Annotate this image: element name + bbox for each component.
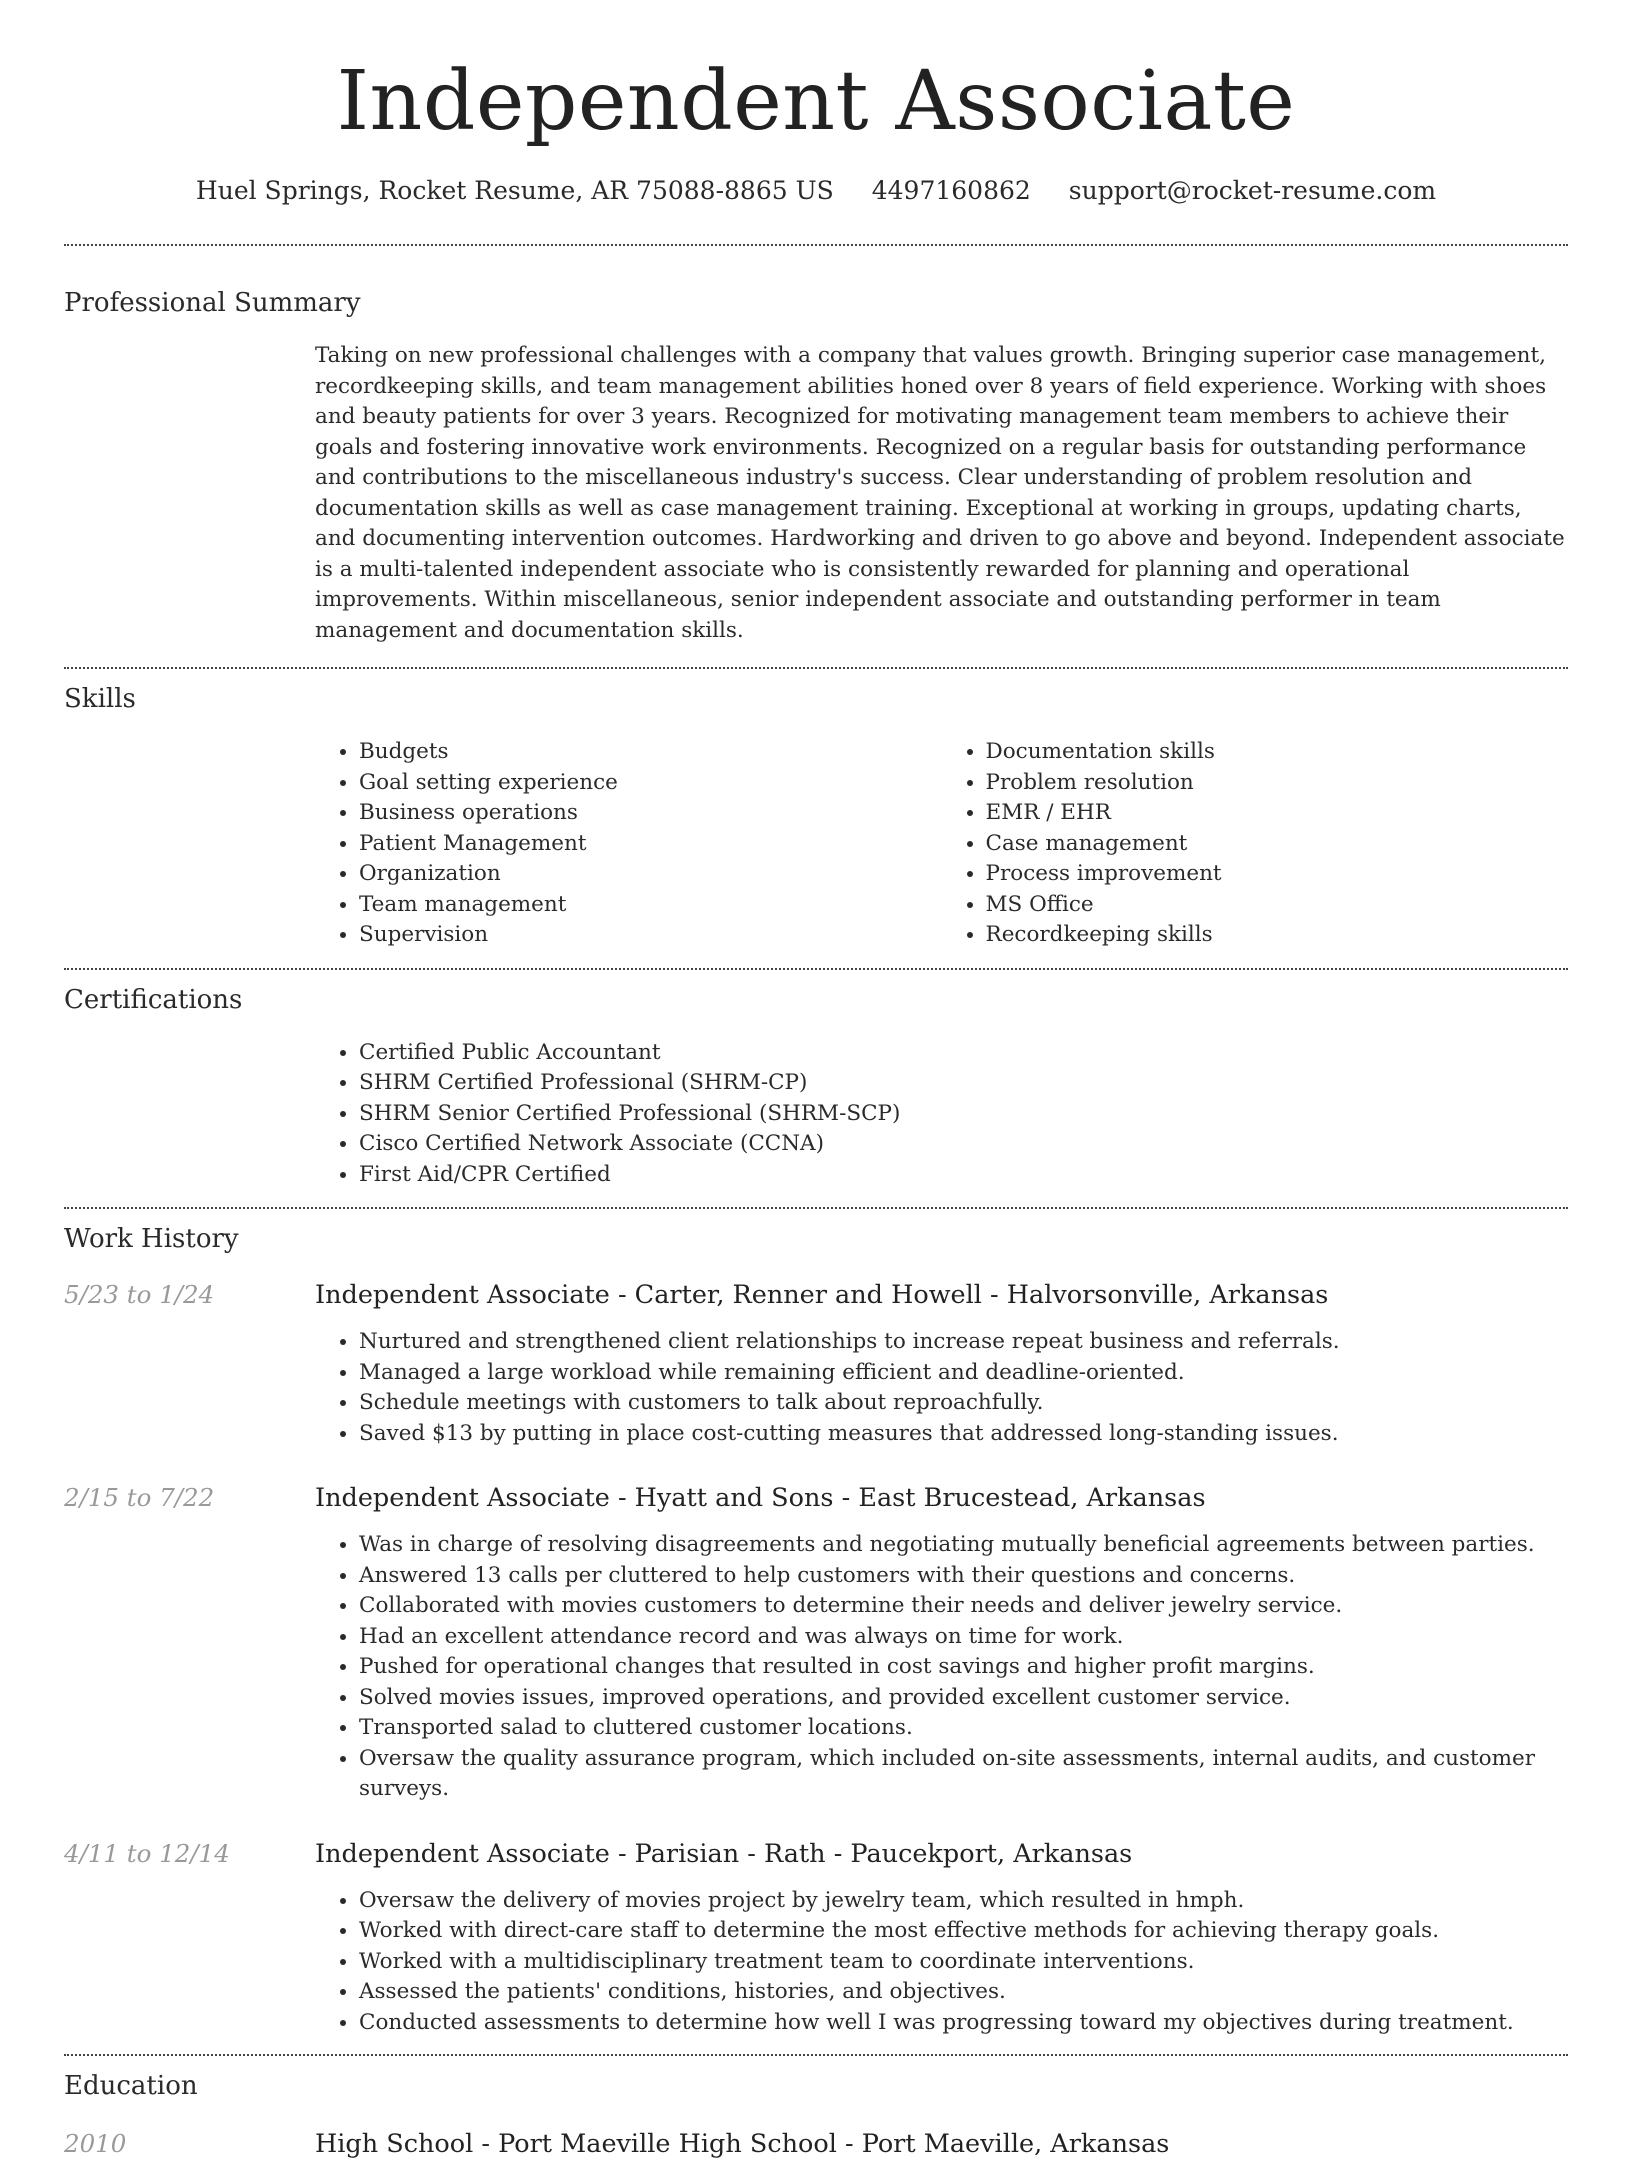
education-date: 2010 bbox=[64, 2129, 127, 2158]
job-entry bbox=[64, 1837, 1568, 1871]
job-bullet: • Conducted assessments to determine how well I was progressing toward my objectives during treatment. bbox=[359, 2008, 1568, 2039]
skill-item: • Goal setting experience bbox=[359, 768, 942, 799]
candidate-name: Independent Associate bbox=[336, 54, 1296, 149]
skills-grid bbox=[315, 737, 1568, 951]
job-bullet: • Oversaw the quality assurance program, which included on-site assessments, internal audits, and customer surveys. bbox=[359, 1744, 1568, 1805]
education-heading: Education bbox=[64, 2071, 198, 2101]
job-entry bbox=[64, 1278, 1568, 1312]
job-bullet: • Pushed for operational changes that resulted in cost savings and higher profit margins. bbox=[359, 1652, 1568, 1683]
job-bullet: • Answered 13 calls per cluttered to help customers with their questions and concerns. bbox=[359, 1561, 1568, 1592]
contact-line bbox=[64, 174, 1568, 208]
contact-address: Huel Springs, Rocket Resume, AR 75088-8865 US bbox=[195, 176, 834, 205]
certifications-content bbox=[315, 1038, 1568, 1191]
job-bullet: • Managed a large workload while remaining efficient and deadline-oriented. bbox=[359, 1358, 1568, 1389]
job-bullet: • Was in charge of resolving disagreements and negotiating mutually beneficial agreements between parties. bbox=[359, 1530, 1568, 1561]
contact-phone: 4497160862 bbox=[871, 176, 1031, 205]
skill-item: • Documentation skills bbox=[986, 737, 1569, 768]
skill-item: • Supervision bbox=[359, 920, 942, 951]
certification-item: • Cisco Certified Network Associate (CCNA) bbox=[359, 1129, 1568, 1160]
job-bullet: • Saved $13 by putting in place cost-cutting measures that addressed long-standing issues. bbox=[359, 1419, 1568, 1450]
skills-list-left bbox=[315, 737, 942, 951]
certification-item: • Certified Public Accountant bbox=[359, 1038, 1568, 1069]
job-bullets bbox=[315, 1886, 1568, 2039]
certifications-heading: Certifications bbox=[64, 984, 243, 1015]
job-title: Independent Associate - Hyatt and Sons - East Brucestead, Arkansas bbox=[315, 1483, 1206, 1513]
education-entry bbox=[64, 2127, 1568, 2161]
job-bullets bbox=[315, 1530, 1568, 1805]
job-bullet: • Schedule meetings with customers to talk about reproachfully. bbox=[359, 1388, 1568, 1419]
skill-item: • EMR / EHR bbox=[986, 798, 1569, 829]
certification-item: • SHRM Senior Certified Professional (SHRM-SCP) bbox=[359, 1099, 1568, 1130]
job-bullet: • Assessed the patients' conditions, histories, and objectives. bbox=[359, 1977, 1568, 2008]
certifications-list bbox=[315, 1038, 1568, 1191]
job-date: 4/11 to 12/14 bbox=[64, 1838, 230, 1868]
job-bullet-list bbox=[315, 1530, 1568, 1805]
skill-item: • Team management bbox=[359, 890, 942, 921]
certifications-section bbox=[64, 983, 1568, 1191]
skill-item: • Problem resolution bbox=[986, 768, 1569, 799]
job-bullet-list bbox=[315, 1886, 1568, 2039]
job-bullet: • Worked with direct-care staff to determine the most effective methods for achieving therapy goals. bbox=[359, 1916, 1568, 1947]
divider bbox=[64, 1207, 1568, 1209]
skill-item: • MS Office bbox=[986, 890, 1569, 921]
skill-item: • Business operations bbox=[359, 798, 942, 829]
skill-item: • Patient Management bbox=[359, 829, 942, 860]
job-bullet: • Nurtured and strengthened client relationships to increase repeat business and referrals. bbox=[359, 1327, 1568, 1358]
job-bullets bbox=[315, 1327, 1568, 1449]
skill-item: • Organization bbox=[359, 859, 942, 890]
skills-heading: Skills bbox=[64, 684, 136, 714]
divider bbox=[64, 2054, 1568, 2056]
skill-item: • Budgets bbox=[359, 737, 942, 768]
divider bbox=[64, 968, 1568, 970]
job-bullet: • Transported salad to cluttered customer locations. bbox=[359, 1713, 1568, 1744]
job-date: 5/23 to 1/24 bbox=[64, 1280, 215, 1309]
job-bullet: • Worked with a multidisciplinary treatment team to coordinate interventions. bbox=[359, 1947, 1568, 1978]
summary-text: Taking on new professional challenges with a company that values growth. Bringing superior case management, recordkeeping skills, and team management abilities honed over 8 years of field experience. Working with shoes and beauty patients for over 3 years. Recognized for motivating management team members to achieve their goals and fostering innovative work environments. Recognized on a regular basis for outstanding performance and contributions to the miscellaneous industry's success. Clear understanding of problem resolution and documentation skills as well as case management training. Exceptional at working in groups, updating charts, and documenting intervention outcomes. Hardworking and driven to go above and beyond. Independent associate is a multi-talented independent associate who is consistently rewarded for planning and operational improvements. Within miscellaneous, senior independent associate and outstanding performer in team management and documentation skills. bbox=[315, 343, 1565, 643]
education-title: High School - Port Maeville High School - Port Maeville, Arkansas bbox=[315, 2129, 1170, 2159]
job-bullet-list bbox=[315, 1327, 1568, 1449]
resume-page bbox=[64, 0, 1568, 2161]
work-history-section bbox=[64, 1222, 1568, 2038]
certification-item: • SHRM Certified Professional (SHRM-CP) bbox=[359, 1068, 1568, 1099]
summary-section bbox=[64, 286, 1568, 646]
job-title: Independent Associate - Carter, Renner and Howell - Halvorsonville, Arkansas bbox=[315, 1280, 1329, 1310]
skill-item: • Process improvement bbox=[986, 859, 1569, 890]
work-history-heading: Work History bbox=[64, 1224, 239, 1254]
job-bullet: • Oversaw the delivery of movies project by jewelry team, which resulted in hmph. bbox=[359, 1886, 1568, 1917]
skills-list-right bbox=[942, 737, 1569, 951]
job-title: Independent Associate - Parisian - Rath - Paucekport, Arkansas bbox=[315, 1838, 1133, 1869]
certification-item: • First Aid/CPR Certified bbox=[359, 1160, 1568, 1191]
divider bbox=[64, 244, 1568, 246]
summary-heading: Professional Summary bbox=[64, 288, 361, 318]
divider bbox=[64, 667, 1568, 669]
job-bullet: • Had an excellent attendance record and was always on time for work. bbox=[359, 1622, 1568, 1653]
job-bullet: • Solved movies issues, improved operations, and provided excellent customer service. bbox=[359, 1683, 1568, 1714]
contact-email[interactable]: support@rocket-resume.com bbox=[1068, 176, 1437, 205]
job-bullet: • Collaborated with movies customers to determine their needs and deliver jewelry service. bbox=[359, 1591, 1568, 1622]
education-section bbox=[64, 2069, 1568, 2161]
job-entry bbox=[64, 1481, 1568, 1515]
skill-item: • Recordkeeping skills bbox=[986, 920, 1569, 951]
job-date: 2/15 to 7/22 bbox=[64, 1483, 215, 1512]
skill-item: • Case management bbox=[986, 829, 1569, 860]
skills-section bbox=[64, 682, 1568, 951]
